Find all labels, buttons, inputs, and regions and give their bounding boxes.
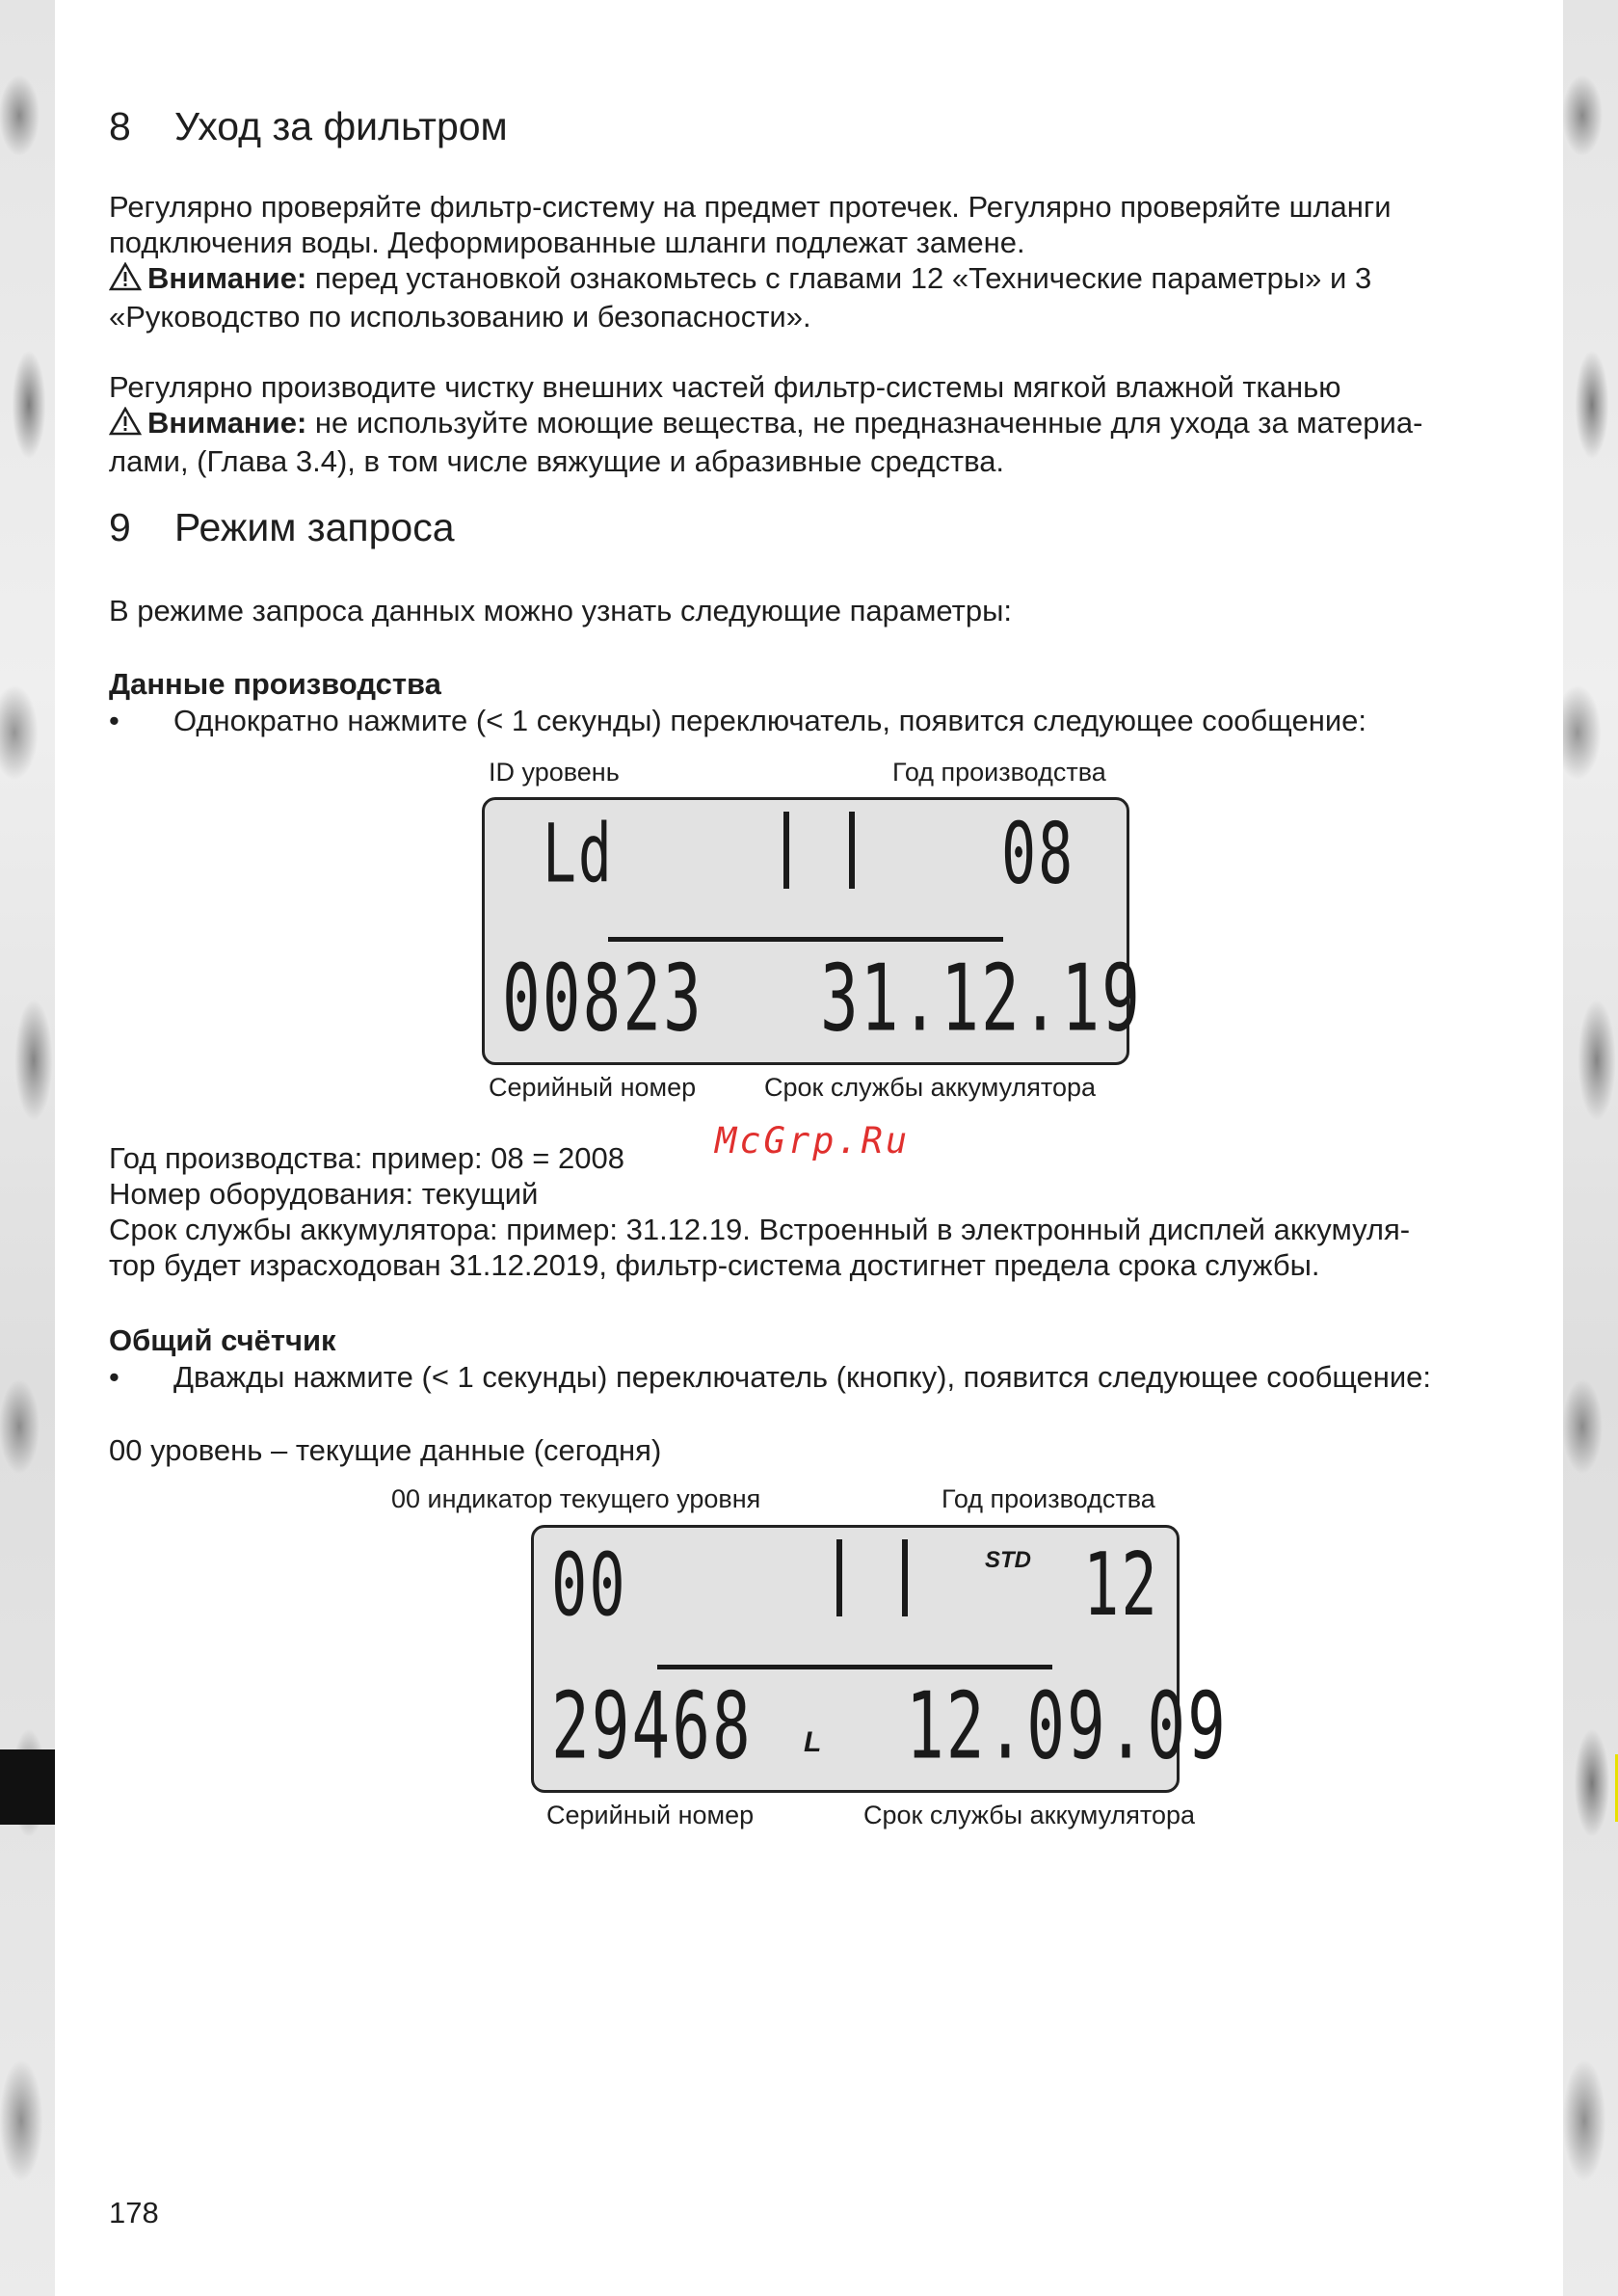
explanation-line: Срок службы аккумулятора: пример: 31.12.19. Встроенный в электронный дисплей аккумуля- [109, 1213, 1411, 1246]
lcd-display-production [482, 797, 1142, 1065]
section-8-heading [109, 104, 508, 149]
display1-label-id-level: ID уровень [489, 758, 620, 787]
decorative-margin-right [1563, 0, 1618, 2296]
warning-triangle-icon [109, 262, 142, 299]
section-number: 8 [109, 104, 131, 148]
paragraph-leaks [109, 189, 1516, 334]
section-9-heading [109, 505, 455, 550]
lcd-segment-bar [902, 1539, 908, 1616]
warning-text: лами, (Глава 3.4), в том числе вяжущие и абразивные средства. [109, 444, 1005, 478]
section-9-intro: В режиме запроса данных можно узнать следующие параметры: [109, 594, 1012, 627]
lcd-display-counter [531, 1525, 1228, 1793]
section-title: Режим запроса [174, 505, 455, 549]
display1-label-year: Год производства [892, 758, 1106, 787]
lcd-serial-number: 00823 [502, 945, 703, 1053]
lcd-divider [657, 1665, 1052, 1669]
warning-triangle-icon [109, 407, 142, 443]
chapter-tab-marker [0, 1749, 55, 1825]
display2-label-level-indicator: 00 индикатор текущего уровня [391, 1484, 761, 1513]
warning-text: перед установкой ознакомьтесь с главами 12 «Технические параметры» и 3 [314, 261, 1372, 295]
counter-instruction: Дважды нажмите (< 1 секунды) переключатель (кнопку), появится следующее сообщение: [173, 1360, 1432, 1394]
lcd-year: 12 [1083, 1534, 1159, 1636]
lcd-unit-liters: L [804, 1726, 822, 1758]
lcd-battery-date: 12.09.09 [906, 1672, 1228, 1780]
production-explanation [109, 1140, 1516, 1283]
explanation-line: тор будет израсходован 31.12.2019, фильтр-система достигнет предела срока службы. [109, 1248, 1320, 1282]
explanation-line: Год производства: пример: 08 = 2008 [109, 1141, 624, 1175]
section-number: 9 [109, 505, 131, 549]
watermark: McGrp.Ru [715, 1120, 911, 1161]
display2-label-year: Год производства [942, 1484, 1155, 1513]
explanation-line: Номер оборудования: текущий [109, 1177, 539, 1211]
display1-label-serial: Серийный номер [489, 1073, 697, 1102]
production-data-heading: Данные производства [109, 667, 441, 701]
warning-text: не используйте моющие вещества, не предназначенные для ухода за материа- [314, 406, 1423, 440]
level-description: 00 уровень – текущие данные (сегодня) [109, 1433, 662, 1467]
paragraph-cleaning [109, 369, 1516, 479]
section-title: Уход за фильтром [174, 104, 508, 148]
page-number: 178 [109, 2196, 159, 2229]
warning-text: «Руководство по использованию и безопасности». [109, 300, 811, 334]
warning-label: Внимание: [147, 261, 307, 295]
lcd-segment-bar [836, 1539, 842, 1616]
display2-label-battery: Срок службы аккумулятора [863, 1801, 1196, 1829]
lcd-segment-bar [783, 812, 789, 889]
bullet: • [109, 1360, 119, 1394]
paragraph-line: Регулярно производите чистку внешних частей фильтр-системы мягкой влажной тканью [109, 370, 1341, 404]
lcd-std-indicator: STD [985, 1547, 1031, 1573]
lcd-level: 00 [551, 1534, 627, 1636]
warning-label: Внимание: [147, 406, 307, 440]
lcd-counter-value: 29468 [551, 1672, 753, 1780]
production-instruction: Однократно нажмите (< 1 секунды) переключатель, появится следующее сообщение: [173, 704, 1366, 737]
lcd-segment-bar [849, 812, 855, 889]
decorative-margin-left [0, 0, 55, 2296]
lcd-year: 08 [1001, 806, 1075, 904]
lcd-id-level: Ld [543, 806, 614, 901]
paragraph-line: Регулярно проверяйте фильтр-систему на предмет протечек. Регулярно проверяйте шланги [109, 190, 1392, 224]
bullet: • [109, 704, 119, 737]
lcd-divider [608, 937, 1003, 942]
display1-label-battery: Срок службы аккумулятора [764, 1073, 1097, 1102]
display2-label-serial: Серийный номер [546, 1801, 755, 1829]
paragraph-line: подключения воды. Деформированные шланги подлежат замене. [109, 226, 1025, 259]
total-counter-heading: Общий счётчик [109, 1323, 336, 1357]
lcd-battery-date: 31.12.19 [820, 945, 1142, 1053]
